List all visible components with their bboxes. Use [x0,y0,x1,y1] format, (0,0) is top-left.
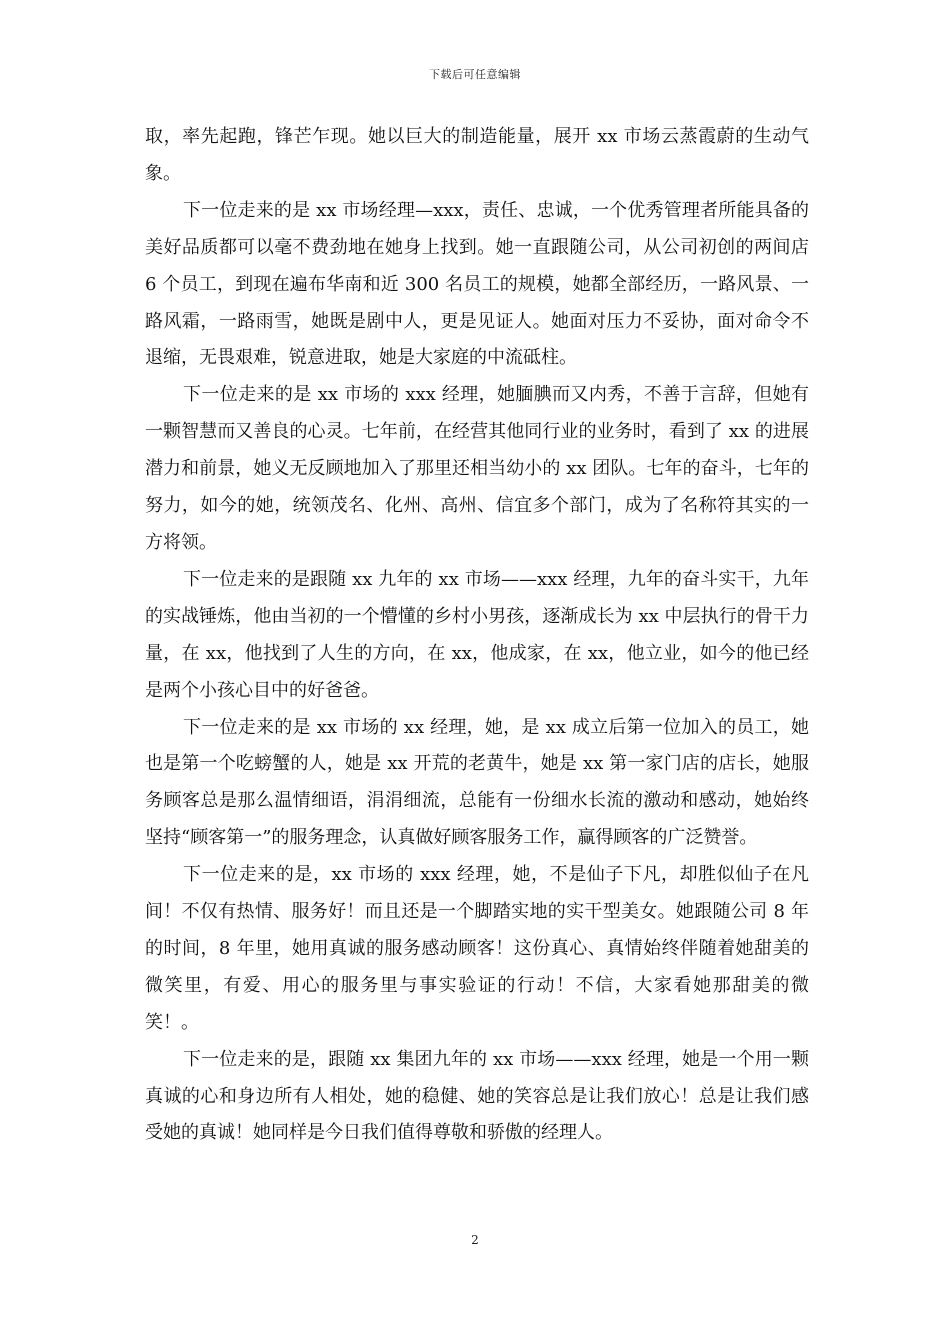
paragraph: 下一位走来的是 xx 市场经理—xxx，责任、忠诚，一个优秀管理者所能具备的美好品质都可以毫不费劲地在她身上找到。她一直跟随公司，从公司初创的两间店 6 个员工，到现在遍布华南和近 300 名员工的规模，她都全部经历，一路风景、一路风霜，一路雨雪，她既是剧中人，更是见证人。她面对压力不妥协，面对命令不退缩，无畏艰难，锐意进取，她是大家庭的中流砥柱。 [145,199,809,369]
document-body [145,119,809,1152]
paragraph: 下一位走来的是 xx 市场的 xxx 经理，她腼腆而又内秀，不善于言辞，但她有一颗智慧而又善良的心灵。七年前，在经营其他同行业的业务时，看到了 xx 的进展潜力和前景，她义无反顾地加入了那里还相当幼小的 xx 团队。七年的奋斗，七年的努力，如今的她，统领茂名、化州、高州、信宜多个部门，成为了名称符其实的一方将领。 [145,384,809,553]
paragraph: 下一位走来的是跟随 xx 九年的 xx 市场——xxx 经理，九年的奋斗实干，九年的实战锤炼，他由当初的一个懵懂的乡村小男孩，逐渐成长为 xx 中层执行的骨干力量，在 xx，他找到了人生的方向，在 xx，他成家，在 xx，他立业，如今的他已经是两个小孩心目中的好爸爸。 [145,568,809,701]
page-number: 2 [471,1233,479,1247]
page-header: 下载后可任意编辑 [429,68,521,81]
paragraph: 下一位走来的是，xx 市场的 xxx 经理，她，不是仙子下凡，却胜似仙子在凡间！不仅有热情、服务好！而且还是一个脚踏实地的实干型美女。她跟随公司 8 年的时间，8 年里，她用真诚的服务感动顾客！这份真心、真情始终伴随着她甜美的微笑里，有爱、用心的服务里与事实验证的行动！不信，大家看她那甜美的微笑！。 [145,864,809,1033]
paragraph: 下一位走来的是，跟随 xx 集团九年的 xx 市场——xxx 经理，她是一个用一颗真诚的心和身边所有人相处，她的稳健、她的笑容总是让我们放心！总是让我们感受她的真诚！她同样是今日我们值得尊敬和骄傲的经理人。 [145,1048,809,1144]
paragraph-continuation: 取，率先起跑，锋芒乍现。她以巨大的制造能量，展开 xx 市场云蒸霞蔚的生动气象。 [145,126,809,184]
paragraph: 下一位走来的是 xx 市场的 xx 经理，她，是 xx 成立后第一位加入的员工，她也是第一个吃螃蟹的人，她是 xx 开荒的老黄牛，她是 xx 第一家门店的店长，她服务顾客总是那么温情细语，涓涓细流，总能有一份细水长流的激动和感动，她始终坚持“顾客第一”的服务理念，认真做好顾客服务工作，赢得顾客的广泛赞誉。 [145,716,809,849]
